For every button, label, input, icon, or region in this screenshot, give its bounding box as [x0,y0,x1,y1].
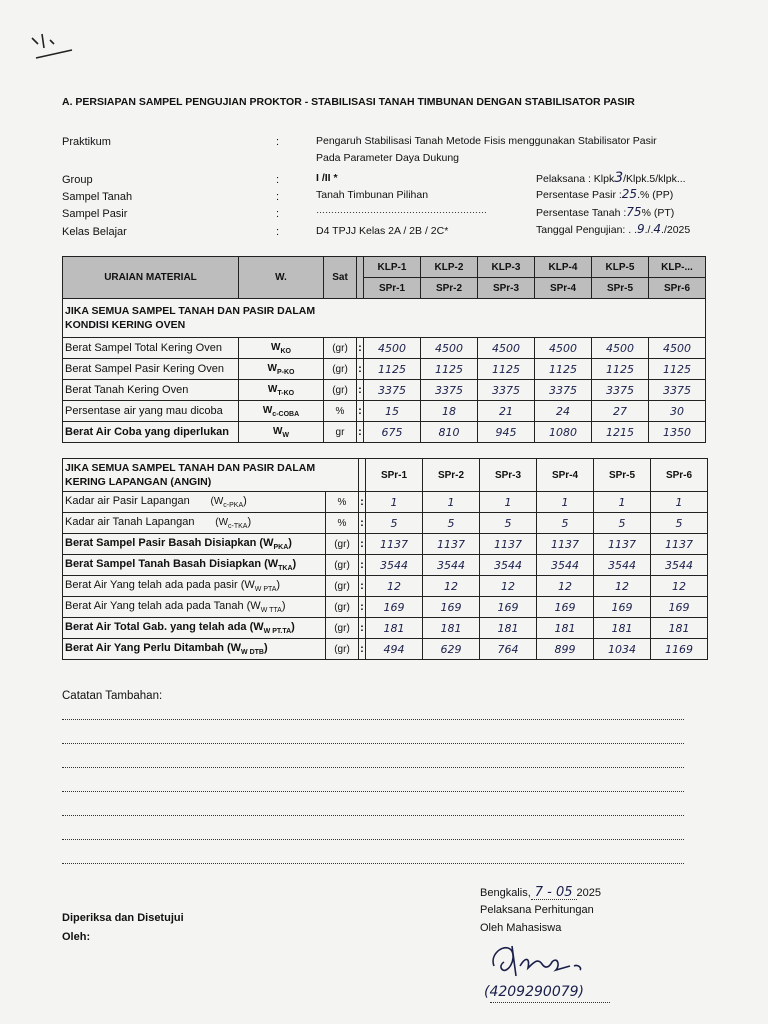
row-value: 30 [649,401,706,422]
table-row [63,618,708,639]
table-row [63,639,708,660]
sampel-tanah-value: Tanah Timbunan Pilihan [316,189,429,201]
header-klp: KLP-2 [421,257,478,278]
persentase-tanah-line: Persentase Tanah :75% (PT) [536,205,675,219]
row-value: 5 [423,513,480,534]
praktikum-value-2: Pada Parameter Daya Dukung [316,152,459,164]
row-value: 5 [537,513,594,534]
table-row [63,555,708,576]
row-value: 3544 [423,555,480,576]
row-label: Berat Air Yang telah ada pada Tanah $(W_{W TTA})$ [63,597,326,618]
note-line [62,742,684,744]
page-title: A. PERSIAPAN SAMPEL PENGUJIAN PROKTOR - STABILISASI TANAH TIMBUNAN DENGAN STABILISATOR PASIR [62,96,635,108]
row-value: 1137 [366,534,423,555]
header-klp: KLP-4 [535,257,592,278]
row-value: 675 [364,422,421,443]
praktikum-label: Praktikum [62,136,111,148]
table-row [63,422,706,443]
tanah-hand: 75 [626,205,642,219]
table-kering-lapangan [62,458,708,660]
row-label: Berat Tanah Kering Oven [63,380,239,401]
row-value: 1 [537,492,594,513]
header-spr: SPr-6 [649,278,706,299]
row-value: 5 [480,513,537,534]
row-value: 1125 [478,359,535,380]
row-value: 1350 [649,422,706,443]
header-klp: KLP-1 [364,257,421,278]
header-spr: SPr-1 [364,278,421,299]
catatan-label: Catatan Tambahan: [62,690,163,702]
row-value: 1125 [364,359,421,380]
row-value: 764 [480,639,537,660]
row-label: Berat Sampel Pasir Basah Disiapkan $(W_{PKA})$ [63,534,326,555]
row-value: 1215 [592,422,649,443]
row-value: 3375 [421,380,478,401]
row-value: 4500 [649,338,706,359]
row-unit: (gr) [326,639,359,660]
sampel-pasir-value: ………………………………………………… [316,205,487,215]
row-value: 3375 [649,380,706,401]
row-value: 3544 [594,555,651,576]
note-line [62,766,684,768]
note-line [62,790,684,792]
table-row [63,597,708,618]
header-klp: KLP-3 [478,257,535,278]
group-label: Group [62,174,93,186]
table-row [63,359,706,380]
row-value: 810 [421,422,478,443]
row-value: 4500 [364,338,421,359]
row-value: 24 [535,401,592,422]
bengkalis-line: Bengkalis, 7 - 05 2025 [480,885,602,900]
row-label: Berat Air Total Gab. yang telah ada $(W_{W PT.TA})$ [63,618,326,639]
row-unit: (gr) [324,338,357,359]
row-colon: : [357,422,364,443]
row-colon: : [359,534,366,555]
row-value: 3544 [480,555,537,576]
header-w: W. [239,257,324,299]
row-value: 4500 [535,338,592,359]
row-symbol: $W_{P-KO}$ [239,359,324,380]
row-value: 3544 [366,555,423,576]
row-value: 4500 [421,338,478,359]
row-value: 3375 [364,380,421,401]
header-sat: Sat [324,257,357,299]
row-value: 169 [423,597,480,618]
note-line [62,718,684,720]
row-value: 18 [421,401,478,422]
row-unit: (gr) [326,597,359,618]
header-spr: SPr-5 [592,278,649,299]
table-row [63,492,708,513]
header-spr: SPr-3 [480,459,537,492]
row-value: 1125 [649,359,706,380]
row-value: 1 [480,492,537,513]
row-colon: : [359,492,366,513]
pelaksana-hand: 3 [614,170,624,186]
row-value: 181 [651,618,708,639]
colon: : [276,191,280,203]
row-value: 1169 [651,639,708,660]
row-symbol: $W_{KO}$ [239,338,324,359]
row-symbol: $W_{T-KO}$ [239,380,324,401]
row-value: 1137 [480,534,537,555]
row-value: 1080 [535,422,592,443]
row-value: 21 [478,401,535,422]
row-colon: : [359,597,366,618]
row-value: 1125 [535,359,592,380]
row-value: 494 [366,639,423,660]
sampel-tanah-label: Sampel Tanah [62,191,133,203]
colon: : [276,174,280,186]
row-value: 12 [651,576,708,597]
row-value: 4500 [478,338,535,359]
row-value: 945 [478,422,535,443]
sampel-pasir-label: Sampel Pasir [62,208,128,220]
row-unit: (gr) [326,576,359,597]
row-value: 3375 [478,380,535,401]
colon: : [276,136,280,148]
row-colon: : [359,513,366,534]
note-line [62,862,684,864]
row-label: Berat Air Yang Perlu Ditambah $(W_{W DTB})$ [63,639,326,660]
row-colon: : [359,639,366,660]
row-value: 181 [423,618,480,639]
row-value: 1 [366,492,423,513]
diperiksa-label: Diperiksa dan Disetujui [62,912,184,924]
row-value: 12 [366,576,423,597]
row-symbol: $W_W$ [239,422,324,443]
row-value: 27 [592,401,649,422]
header-spr: SPr-3 [478,278,535,299]
row-value: 169 [366,597,423,618]
table-row [63,534,708,555]
pelaksana-line: Pelaksana : Klpk3/Klpk.5/klpk... [536,170,686,186]
row-value: 169 [594,597,651,618]
row-label: Kadar air Tanah Lapangan $(W_{c-TKA})$ [63,513,326,534]
row-value: 1137 [537,534,594,555]
table-row [63,338,706,359]
colon: : [276,226,280,238]
section-kering-oven: JIKA SEMUA SAMPEL TANAH DAN PASIR DALAM KONDISI KERING OVEN [63,299,357,338]
header-uraian: URAIAN MATERIAL [63,257,239,299]
row-colon: : [359,618,366,639]
row-value: 5 [594,513,651,534]
table-kering-oven [62,256,706,443]
row-colon: : [357,338,364,359]
row-unit: % [326,513,359,534]
header-spr: SPr-2 [421,278,478,299]
row-value: 5 [366,513,423,534]
section-kering-lapangan: JIKA SEMUA SAMPEL TANAH DAN PASIR DALAM KERING LAPANGAN (ANGIN) [63,459,359,492]
row-value: 1137 [594,534,651,555]
row-label: Berat Sampel Pasir Kering Oven [63,359,239,380]
persentase-pasir-line: Persentase Pasir :25.% (PP) [536,187,674,201]
row-colon: : [359,576,366,597]
colon: : [276,208,280,220]
row-colon: : [357,380,364,401]
row-value: 629 [423,639,480,660]
tanggal-line: Tanggal Pengujian: . .9./.4./2025 [536,222,691,236]
nim-underline [490,1002,610,1003]
row-colon: : [357,401,364,422]
row-unit: (gr) [326,618,359,639]
row-value: 181 [594,618,651,639]
header-spr: SPr-4 [537,459,594,492]
row-value: 4500 [592,338,649,359]
row-value: 169 [480,597,537,618]
signature [486,936,606,984]
group-value: I /II * [316,172,338,184]
bengkalis-date: 7 - 05 [534,885,573,900]
header-klp: KLP-5 [592,257,649,278]
row-label: Kadar air Pasir Lapangan $(W_{c-PKA})$ [63,492,326,513]
kelas-label: Kelas Belajar [62,226,127,238]
row-value: 1137 [651,534,708,555]
table-row [63,401,706,422]
row-unit: (gr) [326,534,359,555]
table-row [63,576,708,597]
row-unit: % [324,401,357,422]
row-value: 181 [537,618,594,639]
row-unit: (gr) [324,359,357,380]
row-unit: (gr) [324,380,357,401]
note-line [62,838,684,840]
row-value: 12 [480,576,537,597]
row-label: Berat Sampel Tanah Basah Disiapkan $(W_{TKA})$ [63,555,326,576]
row-unit: % [326,492,359,513]
row-value: 3544 [537,555,594,576]
row-value: 5 [651,513,708,534]
row-value: 169 [537,597,594,618]
row-label: Persentase air yang mau dicoba [63,401,239,422]
row-value: 899 [537,639,594,660]
row-label: Berat Sampel Total Kering Oven [63,338,239,359]
oleh-mahasiswa: Oleh Mahasiswa [480,922,562,934]
row-value: 1034 [594,639,651,660]
row-colon: : [359,555,366,576]
row-value: 1 [651,492,708,513]
header-klp: KLP-... [649,257,706,278]
row-label: Berat Air Coba yang diperlukan [63,422,239,443]
row-value: 1 [594,492,651,513]
row-value: 1 [423,492,480,513]
nim: (4209290079) [484,984,584,1000]
pelaksana-perhitungan: Pelaksana Perhitungan [480,904,594,916]
row-value: 3544 [651,555,708,576]
row-value: 3375 [535,380,592,401]
row-value: 15 [364,401,421,422]
row-value: 1125 [592,359,649,380]
table-row [63,380,706,401]
note-line [62,814,684,816]
header-spr: SPr-4 [535,278,592,299]
oleh-label: Oleh: [62,931,91,943]
pasir-hand: 25 [621,187,638,201]
header-spr: SPr-5 [594,459,651,492]
row-value: 12 [423,576,480,597]
row-value: 1137 [423,534,480,555]
kelas-value: D4 TPJJ Kelas 2A / 2B / 2C* [316,225,449,237]
row-unit: (gr) [326,555,359,576]
row-value: 1125 [421,359,478,380]
row-label: Berat Air Yang telah ada pada pasir $(W_{W PTA})$ [63,576,326,597]
corner-scribble [30,30,80,70]
row-value: 169 [651,597,708,618]
row-value: 181 [480,618,537,639]
table-row [63,513,708,534]
row-unit: gr [324,422,357,443]
praktikum-value-1: Pengaruh Stabilisasi Tanah Metode Fisis menggunakan Stabilisator Pasir [316,135,657,147]
row-value: 3375 [592,380,649,401]
header-spr: SPr-6 [651,459,708,492]
row-value: 12 [594,576,651,597]
row-value: 181 [366,618,423,639]
row-symbol: $W_{c-COBA}$ [239,401,324,422]
row-value: 12 [537,576,594,597]
header-spr: SPr-2 [423,459,480,492]
header-spr: SPr-1 [366,459,423,492]
row-colon: : [357,359,364,380]
